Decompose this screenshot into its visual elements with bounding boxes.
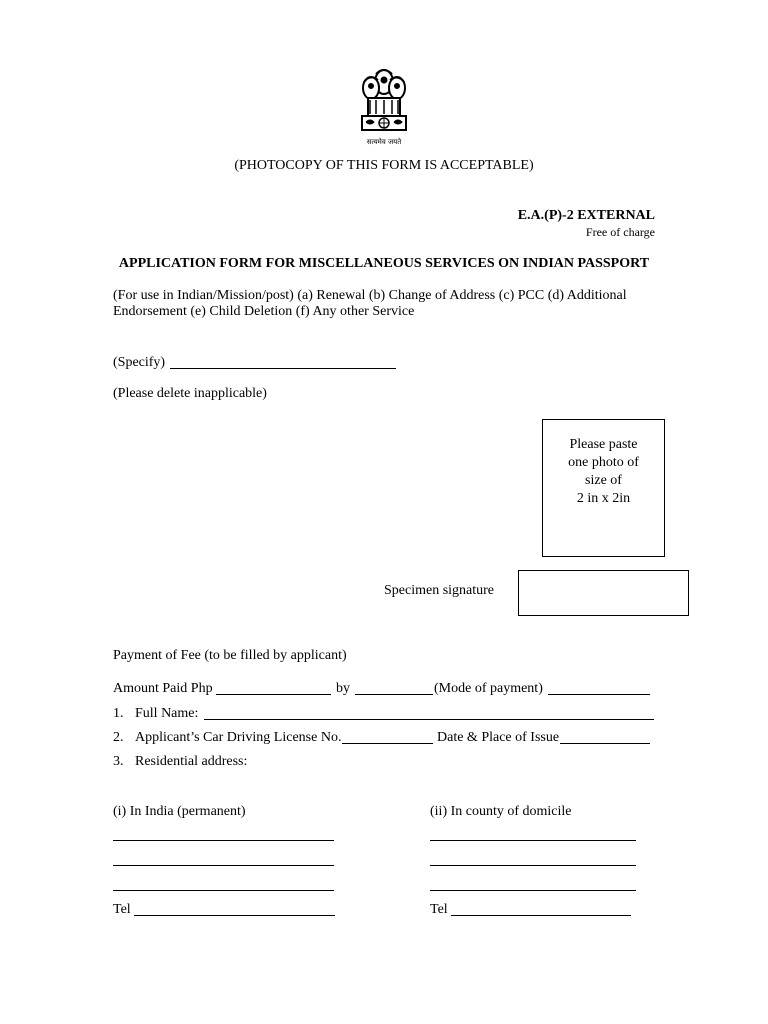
payment-heading: Payment of Fee (to be filled by applicant) <box>113 648 347 663</box>
specify-label: (Specify) <box>113 355 166 370</box>
domicile-tel-label: Tel <box>430 902 448 917</box>
delete-inapplicable-note: (Please delete inapplicable) <box>113 386 267 401</box>
license-number-field[interactable] <box>342 743 433 744</box>
page-title: APPLICATION FORM FOR MISCELLANEOUS SERVICES ON INDIAN PASSPORT <box>118 256 650 271</box>
india-address-line-1[interactable] <box>113 840 334 841</box>
specify-field[interactable] <box>170 368 396 369</box>
residential-address-label: Residential address: <box>135 754 248 769</box>
mode-of-payment-label: (Mode of payment) <box>434 681 543 696</box>
license-number-label: Applicant’s Car Driving License No. <box>135 730 342 745</box>
domicile-tel-field[interactable] <box>451 915 631 916</box>
by-label: by <box>336 681 350 696</box>
mode-of-payment-field[interactable] <box>548 694 650 695</box>
photocopy-note: (PHOTOCOPY OF THIS FORM IS ACCEPTABLE) <box>234 158 534 173</box>
india-tel-label: Tel <box>113 902 131 917</box>
field-3-number: 3. <box>113 754 124 769</box>
photo-instruction-2: one photo of <box>568 455 639 470</box>
photo-instruction-4: 2 in x 2in <box>576 491 631 506</box>
national-emblem-icon <box>356 64 412 148</box>
form-code: E.A.(P)-2 EXTERNAL <box>517 208 655 223</box>
field-1-number: 1. <box>113 706 124 721</box>
full-name-label: Full Name: <box>135 706 199 721</box>
free-of-charge: Free of charge <box>585 225 655 239</box>
intro-line-1: (For use in Indian/Mission/post) (a) Renewal (b) Change of Address (c) PCC (d) Additional <box>113 288 627 303</box>
photo-instruction-3: size of <box>585 473 622 488</box>
emblem-motto: सत्यमेव जयते <box>366 138 402 146</box>
field-2-number: 2. <box>113 730 124 745</box>
domicile-address-line-3[interactable] <box>430 890 636 891</box>
india-address-label: (i) In India (permanent) <box>113 804 246 819</box>
photo-box[interactable] <box>542 419 665 557</box>
india-address-line-2[interactable] <box>113 865 334 866</box>
date-place-issue-label: Date & Place of Issue <box>437 730 560 745</box>
domicile-address-line-2[interactable] <box>430 865 636 866</box>
payment-by-field[interactable] <box>355 694 433 695</box>
india-tel-field[interactable] <box>134 915 335 916</box>
specimen-signature-label: Specimen signature <box>384 583 495 598</box>
india-address-line-3[interactable] <box>113 890 334 891</box>
amount-paid-field[interactable] <box>216 694 331 695</box>
amount-paid-label: Amount Paid Php <box>113 681 213 696</box>
signature-box[interactable] <box>518 570 689 616</box>
photo-instruction-1: Please paste <box>569 437 638 452</box>
domicile-address-label: (ii) In county of domicile <box>430 804 572 819</box>
full-name-field[interactable] <box>204 719 654 720</box>
date-place-issue-field[interactable] <box>560 743 650 744</box>
intro-line-2: Endorsement (e) Child Deletion (f) Any other Service <box>113 304 415 319</box>
domicile-address-line-1[interactable] <box>430 840 636 841</box>
